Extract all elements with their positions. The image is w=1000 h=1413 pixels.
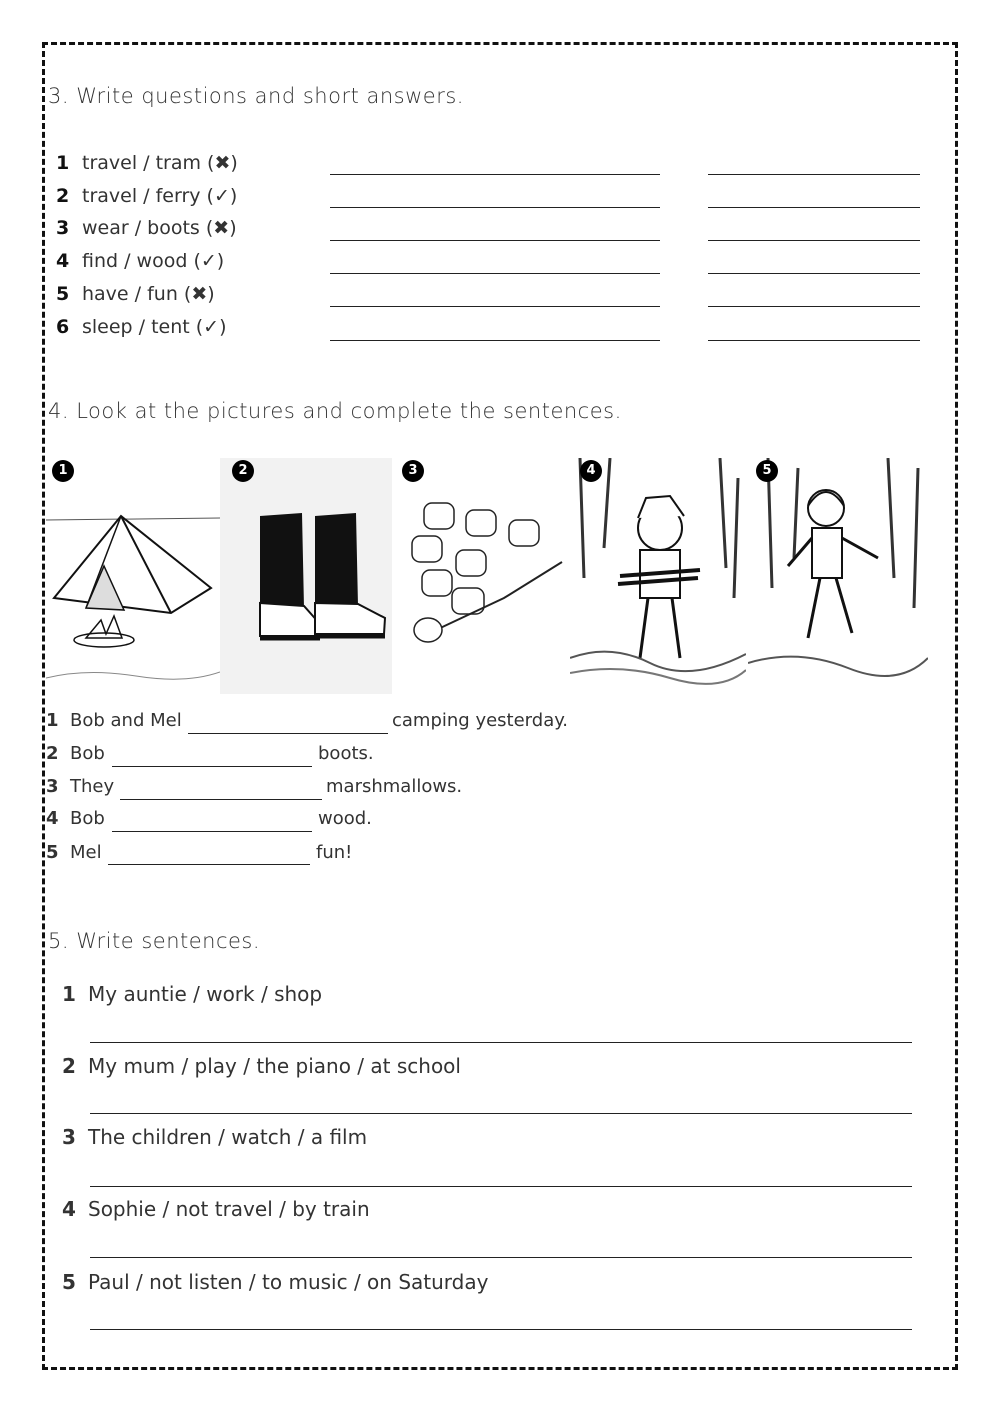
marshmallows-icon <box>394 458 568 694</box>
picture-number-badge: 2 <box>232 460 254 482</box>
short-answer-blank[interactable] <box>708 174 920 175</box>
sentence-end: wood. <box>318 808 372 829</box>
answer-blank[interactable] <box>188 733 388 734</box>
worksheet-border <box>42 42 958 1370</box>
sentence-start: Bob <box>70 743 105 764</box>
answer-blank[interactable] <box>112 831 312 832</box>
item-number: 4 <box>46 808 59 829</box>
item-prompt: sleep / tent (✓) <box>82 316 227 338</box>
item-number: 5 <box>62 1270 76 1294</box>
item-prompt: have / fun (✖) <box>82 283 215 305</box>
picture-5 <box>748 458 928 694</box>
sentence-start: Bob <box>70 808 105 829</box>
section-3-heading: 3. Write questions and short answers. <box>48 84 464 108</box>
section-4-heading: 4. Look at the pictures and complete the sentences. <box>48 399 622 423</box>
question-blank[interactable] <box>330 306 660 307</box>
picture-4 <box>570 458 746 694</box>
list-item <box>62 1270 489 1294</box>
sentence-start: Mel <box>70 842 102 863</box>
short-answer-blank[interactable] <box>708 273 920 274</box>
item-prompt: travel / tram (✖) <box>82 152 238 174</box>
short-answer-blank[interactable] <box>708 240 920 241</box>
list-item <box>62 1197 370 1221</box>
sentence-row <box>46 710 569 731</box>
item-number: 5 <box>46 842 59 863</box>
answer-line[interactable] <box>90 1113 912 1114</box>
picture-number-badge: 1 <box>52 460 74 482</box>
item-prompt: travel / ferry (✓) <box>82 185 238 207</box>
sentence-end: fun! <box>316 842 353 863</box>
item-number: 1 <box>62 982 76 1006</box>
item-prompt: My auntie / work / shop <box>88 982 323 1006</box>
item-number: 2 <box>46 743 59 764</box>
boots-icon <box>220 458 392 694</box>
answer-line[interactable] <box>90 1329 912 1330</box>
question-blank[interactable] <box>330 174 660 175</box>
item-number: 1 <box>46 710 59 731</box>
picture-number-badge: 4 <box>580 460 602 482</box>
sentence-end: camping yesterday. <box>392 710 569 731</box>
sentence-row <box>46 808 372 829</box>
item-prompt: wear / boots (✖) <box>82 217 237 239</box>
picture-1 <box>46 458 220 694</box>
picture-2 <box>220 458 392 694</box>
item-number: 6 <box>56 316 70 338</box>
sentence-end: boots. <box>318 743 374 764</box>
answer-line[interactable] <box>90 1186 912 1187</box>
sentence-start: Bob and Mel <box>70 710 182 731</box>
sentence-row <box>46 743 374 764</box>
item-number: 2 <box>62 1054 76 1078</box>
short-answer-blank[interactable] <box>708 207 920 208</box>
list-item <box>62 1125 368 1149</box>
question-blank[interactable] <box>330 240 660 241</box>
answer-blank[interactable] <box>120 799 322 800</box>
item-prompt: find / wood (✓) <box>82 250 225 272</box>
picture-number-badge: 3 <box>402 460 424 482</box>
item-number: 4 <box>56 250 70 272</box>
question-blank[interactable] <box>330 273 660 274</box>
item-prompt: Sophie / not travel / by train <box>88 1197 370 1221</box>
item-number: 3 <box>62 1125 76 1149</box>
item-number: 3 <box>46 776 59 797</box>
picture-number-badge: 5 <box>756 460 778 482</box>
sentence-start: They <box>70 776 115 797</box>
short-answer-blank[interactable] <box>708 340 920 341</box>
list-item <box>62 1054 461 1078</box>
short-answer-blank[interactable] <box>708 306 920 307</box>
item-number: 3 <box>56 217 70 239</box>
list-item <box>62 982 323 1006</box>
tent-campfire-icon <box>46 458 220 694</box>
question-blank[interactable] <box>330 340 660 341</box>
answer-blank[interactable] <box>108 864 310 865</box>
answer-line[interactable] <box>90 1257 912 1258</box>
answer-blank[interactable] <box>112 766 312 767</box>
question-blank[interactable] <box>330 207 660 208</box>
sentence-row <box>46 776 463 797</box>
item-prompt: The children / watch / a film <box>88 1125 368 1149</box>
item-number: 4 <box>62 1197 76 1221</box>
item-number: 1 <box>56 152 70 174</box>
girl-running-icon <box>748 458 928 694</box>
answer-line[interactable] <box>90 1042 912 1043</box>
sentence-end: marshmallows. <box>326 776 463 797</box>
picture-3 <box>394 458 568 694</box>
item-number: 2 <box>56 185 70 207</box>
item-number: 5 <box>56 283 70 305</box>
item-prompt: Paul / not listen / to music / on Saturday <box>88 1270 489 1294</box>
boy-carrying-wood-icon <box>570 458 746 694</box>
item-prompt: My mum / play / the piano / at school <box>88 1054 461 1078</box>
sentence-row <box>46 842 353 863</box>
section-5-heading: 5. Write sentences. <box>48 929 261 953</box>
